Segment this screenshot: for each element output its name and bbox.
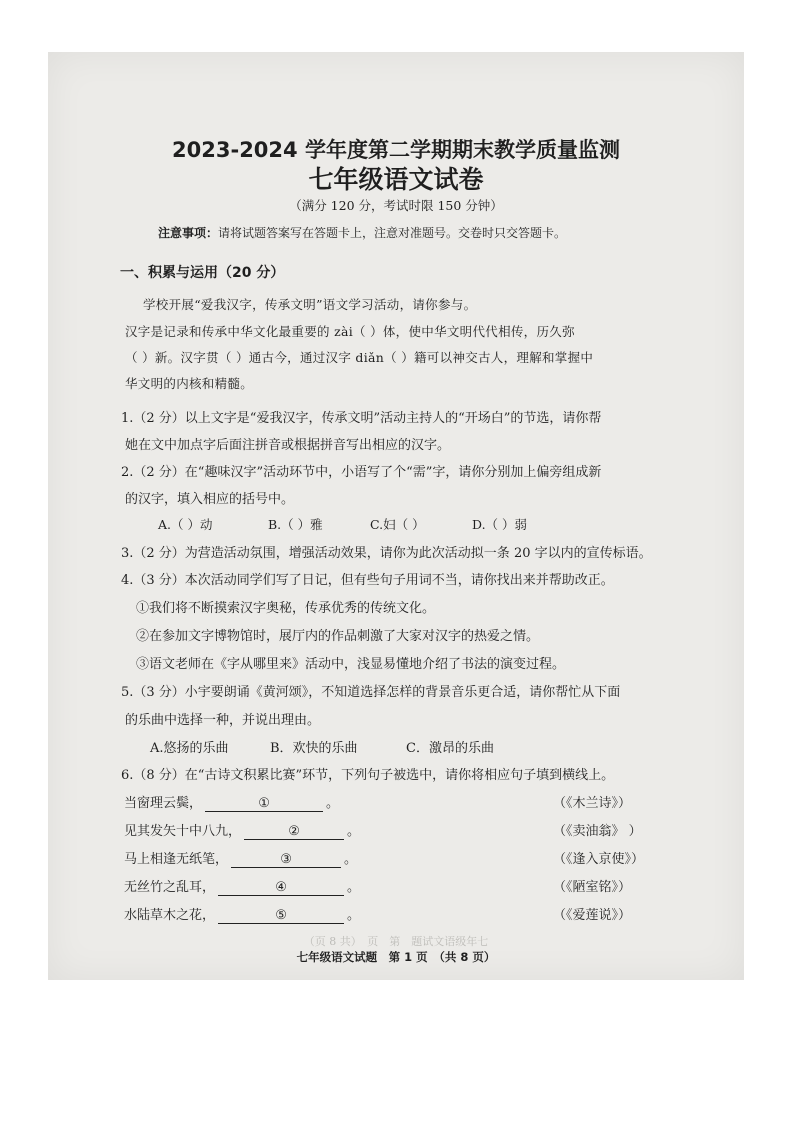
poem-end: 。 (347, 880, 361, 895)
poem-row (124, 876, 360, 896)
exam-title-line1: 2023-2024 学年度第二学期期末教学质量监测 (172, 138, 620, 162)
passage-line: （ ）新。汉字贯（ ）通古今，通过汉字 diǎn（ ）籍可以神交古人，理解和掌握中 (125, 350, 594, 365)
question-5-option: B．欢快的乐曲 (270, 741, 358, 756)
section-title: 一、积累与运用（20 分） (120, 265, 285, 281)
question-2-option: A.（ ）动 (158, 517, 213, 532)
poem-prompt: 无丝竹之乱耳， (124, 880, 216, 895)
question-4-line: 4.（3 分）本次活动同学们写了日记，但有些句子用词不当，请你找出来并帮助改正。 (121, 573, 614, 588)
poem-prompt: 当窗理云鬓， (124, 796, 203, 811)
question-4-item: ①我们将不断摸索汉字奥秘，传承优秀的传统文化。 (136, 601, 436, 616)
question-4-item: ②在参加文字博物馆时，展厅内的作品刺激了大家对汉字的热爱之情。 (136, 629, 540, 644)
answer-blank[interactable]: ① (205, 797, 323, 812)
notice-text: 请将试题答案写在答题卡上，注意对准题号。交卷时只交答题卡。 (218, 226, 567, 240)
question-2-option: D.（ ）弱 (472, 517, 528, 532)
question-2-line: 2.（2 分）在“趣味汉字”活动环节中，小语写了个“需”字，请你分别加上偏旁组成新 (121, 465, 602, 480)
poem-row (124, 792, 339, 812)
exam-title-line2: 七年级语文试卷 (308, 165, 484, 194)
poem-prompt: 马上相逢无纸笔， (124, 852, 229, 867)
exam-score-time: （满分 120 分，考试时限 150 分钟） (289, 198, 503, 213)
bleed-through-text: （页 8 共） 页 第 题试文语级年七 (303, 935, 489, 948)
poem-source: （《爱莲说》） (553, 908, 632, 923)
poem-end: 。 (347, 824, 361, 839)
question-4-item: ③语文老师在《字从哪里来》活动中，浅显易懂地介绍了书法的演变过程。 (136, 657, 566, 672)
question-2-option: B.（ ）雅 (268, 517, 323, 532)
question-5-line: 5.（3 分）小宇要朗诵《黄河颂》，不知道选择怎样的背景音乐更合适，请你帮忙从下面 (121, 685, 621, 700)
question-2-line: 的汉字，填入相应的括号中。 (125, 492, 295, 507)
answer-blank[interactable]: ③ (231, 853, 341, 868)
question-1-line: 她在文中加点字后面注拼音或根据拼音写出相应的汉字。 (125, 438, 451, 453)
passage-line: 汉字是记录和传承中华文化最重要的 zài（ ）体，使中华文明代代相传，历久弥 (125, 324, 575, 339)
poem-end: 。 (326, 796, 340, 811)
question-1-line: 1.（2 分）以上文字是“爱我汉字，传承文明”活动主持人的“开场白”的节选，请你帮 (121, 411, 602, 426)
page-footer: 七年级语文试题 第 1 页 （共 8 页） (296, 950, 496, 964)
answer-blank[interactable]: ② (244, 825, 344, 840)
exam-paper (48, 52, 744, 980)
poem-prompt: 水陆草木之花， (124, 908, 216, 923)
poem-row (124, 848, 357, 868)
question-5-line: 的乐曲中选择一种，并说出理由。 (125, 713, 321, 728)
poem-prompt: 见其发矢十中八九， (124, 824, 242, 839)
poem-end: 。 (347, 908, 361, 923)
passage-line: 华文明的内核和精髓。 (125, 376, 254, 391)
poem-row (124, 820, 360, 840)
question-6-line: 6.（8 分）在“古诗文积累比赛”环节，下列句子被选中，请你将相应句子填到横线上。 (121, 768, 615, 783)
question-2-option: C.妇（ ） (370, 517, 425, 532)
poem-row (124, 904, 360, 924)
notice (158, 224, 566, 241)
poem-source: （《逢入京使》） (553, 852, 645, 867)
poem-end: 。 (344, 852, 358, 867)
answer-blank[interactable]: ④ (218, 881, 344, 896)
poem-source: （《陋室铭》） (553, 880, 632, 895)
question-5-option: A.悠扬的乐曲 (150, 741, 229, 756)
notice-label: 注意事项： (158, 226, 219, 240)
question-3-line: 3.（2 分）为营造活动氛围，增强活动效果，请你为此次活动拟一条 20 字以内的宣传标语。 (121, 546, 652, 561)
question-5-option: C．激昂的乐曲 (406, 741, 494, 756)
intro-text: 学校开展“爱我汉字，传承文明”语文学习活动，请你参与。 (143, 297, 477, 312)
answer-blank[interactable]: ⑤ (218, 909, 344, 924)
poem-source: （《木兰诗》） (553, 796, 632, 811)
poem-source: （《卖油翁》 ） (553, 824, 642, 839)
